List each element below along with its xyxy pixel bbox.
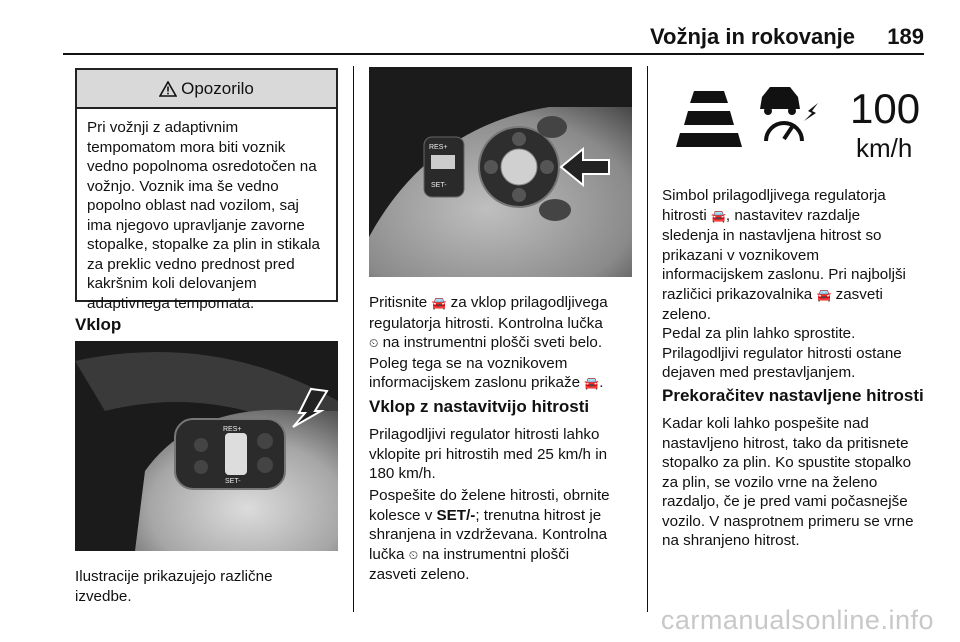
warning-title: Opozorilo [181, 78, 254, 98]
warning-line: ima njegovo upravljanje zavorne [87, 216, 305, 234]
text-line: zasveti zeleno. [369, 566, 470, 583]
text-line: različici prikazovalnika 🚘 zasveti [662, 285, 883, 303]
text-line: shranjena in vzdrževana. Kontrolna [369, 526, 608, 543]
text-line: prikazani v voznikovem [662, 246, 819, 264]
set-minus-keyword: SET/- [436, 506, 476, 524]
para-exceed-speed [662, 414, 942, 551]
text-line: informacijskem zaslonu prikaže 🚘. [369, 374, 604, 391]
warning-line: popolno oblast nad vozilom, saj [87, 197, 299, 214]
text-line: Pospešite do želene hitrosti, obrnite [369, 487, 610, 504]
text-line: Pedal za plin lahko sprostite. [662, 325, 856, 342]
acc-car-icon: 🚘 [584, 376, 600, 390]
page-number: 189 [887, 24, 924, 49]
warning-box [75, 68, 338, 312]
warning-line: Pri vožnji z adaptivnim [87, 119, 239, 136]
set-speed-value: 100 [850, 85, 921, 132]
set-minus-label: SET- [431, 182, 447, 189]
text-line: Prilagodljivi regulator hitrosti ostane [662, 344, 902, 362]
text-line: na shranjeno hitrost. [662, 532, 800, 549]
acc-car-icon: 🚘 [710, 208, 726, 223]
text-line: 180 km/h. [369, 465, 436, 482]
text-line: dejaven med prestavljanjem. [662, 364, 856, 381]
speedometer-icon: ⏲ [369, 336, 379, 350]
text-line: Kadar koli lahko pospešite nad [662, 415, 869, 432]
warning-line: za preklic vedno prednost pred [87, 255, 295, 273]
text-line: informacijskem zaslonu. Pri najboljši [662, 266, 906, 283]
caption-line: izvedbe. [75, 587, 132, 605]
text-line: Pritisnite 🚘 za vklop prilagodljivega [369, 294, 608, 311]
text-line: ⏲ na instrumentni plošči sveti belo. [369, 334, 603, 351]
section-heading-exceed-speed: Prekoračitev nastavljene hitrosti [662, 386, 924, 405]
text-line: Poleg tega se na voznikovem [369, 354, 568, 372]
res-plus-label: RES+ [429, 144, 448, 151]
text-line: vklopite pri hitrostih med 25 km/h in [369, 445, 608, 463]
para-vklop-instructions [369, 293, 639, 394]
driver-info-display [662, 67, 925, 171]
text-line: nastavljeno hitrost, tako da pritisnete [662, 434, 909, 452]
text-line: Prilagodljivi regulator hitrosti lahko [369, 426, 600, 443]
column-divider-1 [353, 66, 354, 612]
section-heading-vklop: Vklop [75, 315, 122, 334]
text-line: stopalko za plin. Ko spustite stopalko [662, 454, 912, 471]
page-header-title: Vožnja in rokovanje [650, 24, 855, 49]
res-plus-label: RES+ [223, 426, 242, 433]
acc-car-speedometer-icon [760, 87, 818, 141]
warning-line: kakršnim koli delovanjem [87, 275, 257, 292]
para-set-speed [369, 486, 639, 585]
watermark: carmanualsonline.info [660, 605, 934, 635]
header-rule [63, 53, 924, 55]
para-display-symbol [662, 186, 942, 325]
warning-line: vedno popolnoma osredotočen na [87, 158, 317, 175]
warning-line: tempomatom mora biti voznik [87, 138, 286, 156]
text-line: Simbol prilagodljivega regulatorja [662, 187, 886, 204]
text-line: zeleno. [662, 306, 711, 323]
speedometer-icon: ⏲ [408, 547, 419, 562]
warning-body [77, 109, 336, 313]
set-minus-label: SET- [225, 478, 241, 485]
text-line: hitrosti 🚘, nastavitev razdalje [662, 206, 861, 224]
para-speed-range [369, 425, 639, 484]
photo-caption [75, 567, 273, 606]
text-line: vozilo. V nasprotnem primeru se vrne [662, 512, 914, 530]
column-divider-2 [647, 66, 648, 612]
text-line: kolesce v SET/-; trenutna hitrost je [369, 506, 602, 524]
warning-triangle-icon [159, 81, 177, 97]
warning-line: stopalke, stopalke za plin in stikala [87, 236, 321, 253]
warning-line: vožnjo. Voznik ima še vedno [87, 177, 279, 195]
text-line: lučka ⏲ na instrumentni plošči [369, 545, 570, 563]
section-heading-set-speed: Vklop z nastavitvijo hitrosti [369, 397, 590, 416]
steering-wheel-photo-1 [75, 341, 338, 551]
text-line: regulatorja hitrosti. Kontrolna lučka [369, 314, 603, 332]
acc-car-icon: 🚘 [816, 287, 832, 302]
speed-unit: km/h [856, 133, 913, 163]
warning-line: adaptivnega tempomata. [87, 294, 255, 312]
steering-wheel-photo-2 [369, 67, 632, 277]
text-line: sledenja in nastavljena hitrost so [662, 227, 882, 244]
acc-car-icon: 🚘 [431, 296, 447, 310]
text-line: za plin, se vozilo vrne na želeno [662, 473, 878, 491]
warning-header [77, 70, 336, 109]
text-line: razdaljo, če je pred vami počasnejše [662, 493, 908, 510]
para-accelerator-release [662, 324, 942, 383]
distance-bars-icon [676, 91, 742, 147]
caption-line: Ilustracije prikazujejo različne [75, 568, 273, 585]
